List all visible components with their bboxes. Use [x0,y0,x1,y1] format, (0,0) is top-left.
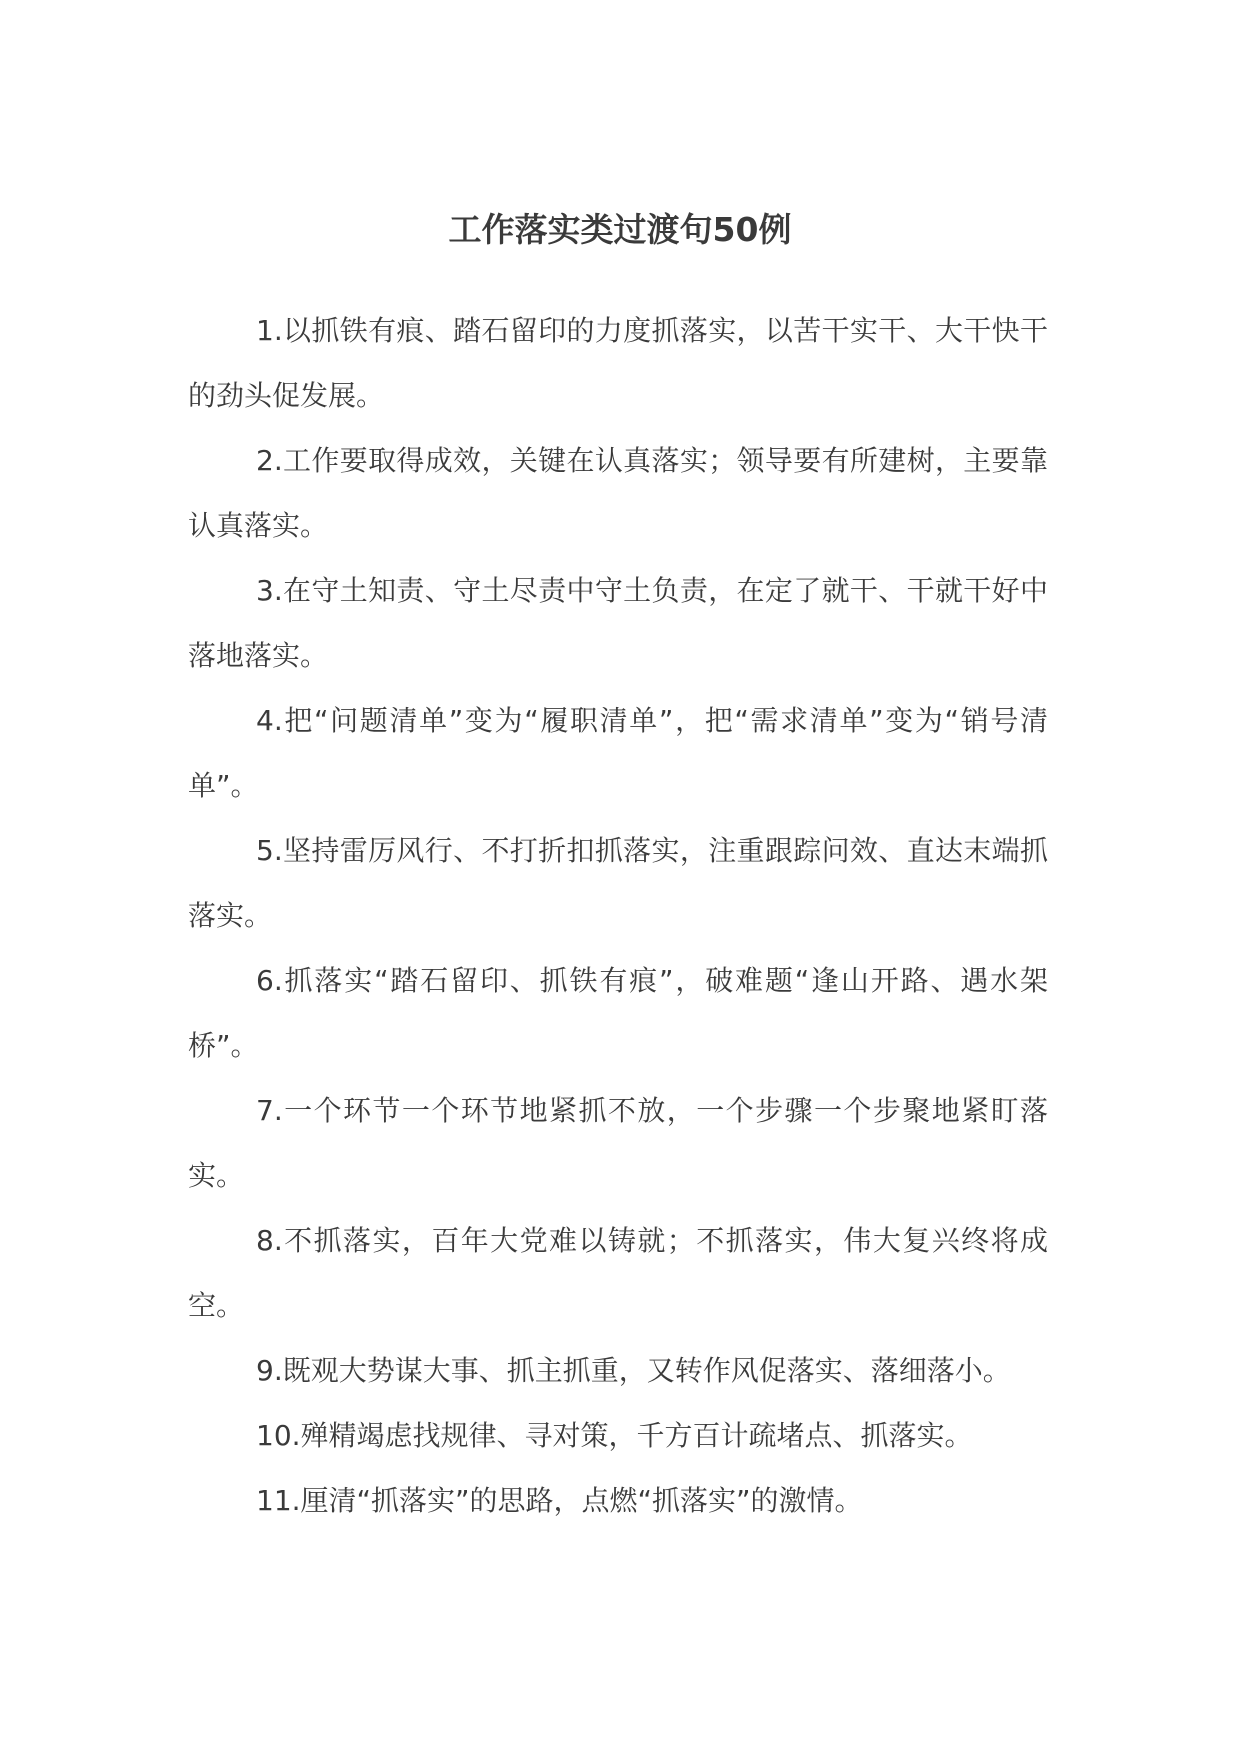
paragraph-8: 8.不抓落实，百年大党难以铸就；不抓落实，伟大复兴终将成空。 [188,1224,1048,1322]
document-title: 工作落实类过渡句50例 [448,210,792,249]
paragraph-3: 3.在守土知责、守土尽责中守土负责，在定了就干、干就干好中落地落实。 [188,574,1048,672]
paragraph-5: 5.坚持雷厉风行、不打折扣抓落实，注重跟踪问效、直达末端抓落实。 [188,834,1048,932]
paragraph-4: 4.把“问题清单”变为“履职清单”，把“需求清单”变为“销号清单”。 [188,704,1048,802]
paragraph-7: 7.一个环节一个环节地紧抓不放，一个步骤一个步聚地紧盯落实。 [188,1094,1048,1192]
paragraph-2: 2.工作要取得成效，关键在认真落实；领导要有所建树，主要靠认真落实。 [188,444,1048,542]
document-body [188,298,1048,1533]
paragraph-9: 9.既观大势谋大事、抓主抓重，又转作风促落实、落细落小。 [256,1354,1011,1387]
paragraph-11: 11.厘清“抓落实”的思路，点燃“抓落实”的激情。 [256,1484,863,1517]
paragraph-10: 10.殚精竭虑找规律、寻对策，千方百计疏堵点、抓落实。 [256,1419,973,1452]
paragraph-1: 1.以抓铁有痕、踏石留印的力度抓落实，以苦干实干、大干快干的劲头促发展。 [188,314,1048,412]
paragraph-6: 6.抓落实“踏石留印、抓铁有痕”，破难题“逢山开路、遇水架桥”。 [188,964,1048,1062]
